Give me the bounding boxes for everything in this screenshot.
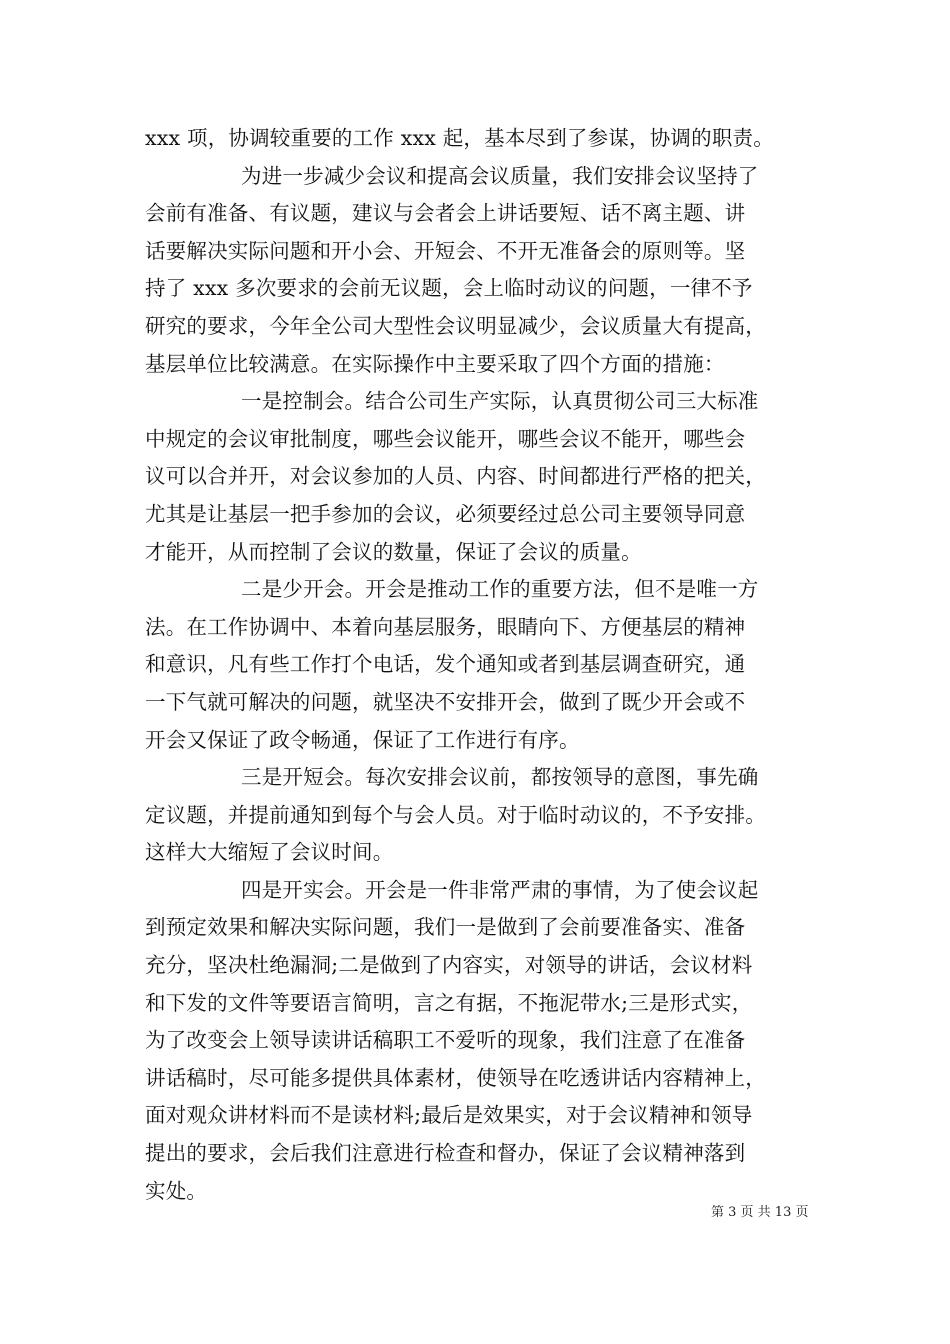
text-line: 议可以合并开，对会议参加的人员、内容、时间都进行严格的把关， <box>145 464 766 489</box>
text-line: 基层单位比较满意。在实际操作中主要采取了四个方面的措施： <box>145 351 725 376</box>
text-line: 持了 xxx 多次要求的会前无议题，会上临时动议的问题，一律不予 <box>145 276 753 301</box>
text-line: 中规定的会议审批制度，哪些会议能开，哪些会议不能开，哪些会 <box>145 426 746 451</box>
text-line: 为了改变会上领导读讲话稿职工不爱听的现象，我们注意了在准备 <box>145 1028 746 1053</box>
text-line: 研究的要求，今年全公司大型性会议明显减少，会议质量大有提高， <box>145 313 766 338</box>
text-line: 实处。 <box>145 1178 208 1203</box>
text-line: 和下发的文件等要语言简明，言之有据，不拖泥带水;三是形式实， <box>145 990 753 1015</box>
text-line: 到预定效果和解决实际问题，我们一是做到了会前要准备实、准备 <box>145 915 746 940</box>
text-line: 才能开，从而控制了会议的数量，保证了会议的质量。 <box>145 539 642 564</box>
text-line: 和意识，凡有些工作打个电话，发个通知或者到基层调查研究，通 <box>145 652 746 677</box>
paragraph-start-line: 一是控制会。结合公司生产实际，认真贯彻公司三大标准 <box>241 389 759 414</box>
text-line: 这样大大缩短了会议时间。 <box>145 840 394 865</box>
text-line: 话要解决实际问题和开小会、开短会、不开无准备会的原则等。坚 <box>145 238 746 263</box>
text-line: 提出的要求，会后我们注意进行检查和督办，保证了会议精神落到 <box>145 1141 746 1166</box>
body-text <box>145 120 810 1210</box>
text-line: 一下气就可解决的问题，就坚决不安排开会，做到了既少开会或不 <box>145 689 746 714</box>
paragraph-start-line: 二是少开会。开会是推动工作的重要方法，但不是唯一方 <box>241 577 759 602</box>
text-line: 定议题，并提前通知到每个与会人员。对于临时动议的，不予安排。 <box>145 802 766 827</box>
text-line: 面对观众讲材料而不是读材料;最后是效果实，对于会议精神和领导 <box>145 1103 753 1128</box>
paragraph-start-line: 四是开实会。开会是一件非常严肃的事情，为了使会议起 <box>241 877 759 902</box>
text-line: 法。在工作协调中、本着向基层服务，眼睛向下、方便基层的精神 <box>145 614 746 639</box>
text-line: 充分，坚决杜绝漏洞;二是做到了内容实，对领导的讲话，会议材料 <box>145 953 753 978</box>
paragraph-start-line: 三是开短会。每次安排会议前，都按领导的意图，事先确 <box>241 765 759 790</box>
paragraph-start-line: 为进一步减少会议和提高会议质量，我们安排会议坚持了 <box>241 163 759 188</box>
text-line: 开会又保证了政令畅通，保证了工作进行有序。 <box>145 727 580 752</box>
text-line: xxx 项，协调较重要的工作 xxx 起，基本尽到了参谋，协调的职责。 <box>145 126 774 150</box>
text-line: 讲话稿时，尽可能多提供具体素材，使领导在吃透讲话内容精神上， <box>145 1065 766 1090</box>
text-line: 会前有准备、有议题，建议与会者会上讲话要短、话不离主题、讲 <box>145 201 746 226</box>
text-line: 尤其是让基层一把手参加的会议，必须要经过总公司主要领导同意 <box>145 501 746 526</box>
page-number-footer: 第 3 页 共 13 页 <box>711 1205 809 1220</box>
